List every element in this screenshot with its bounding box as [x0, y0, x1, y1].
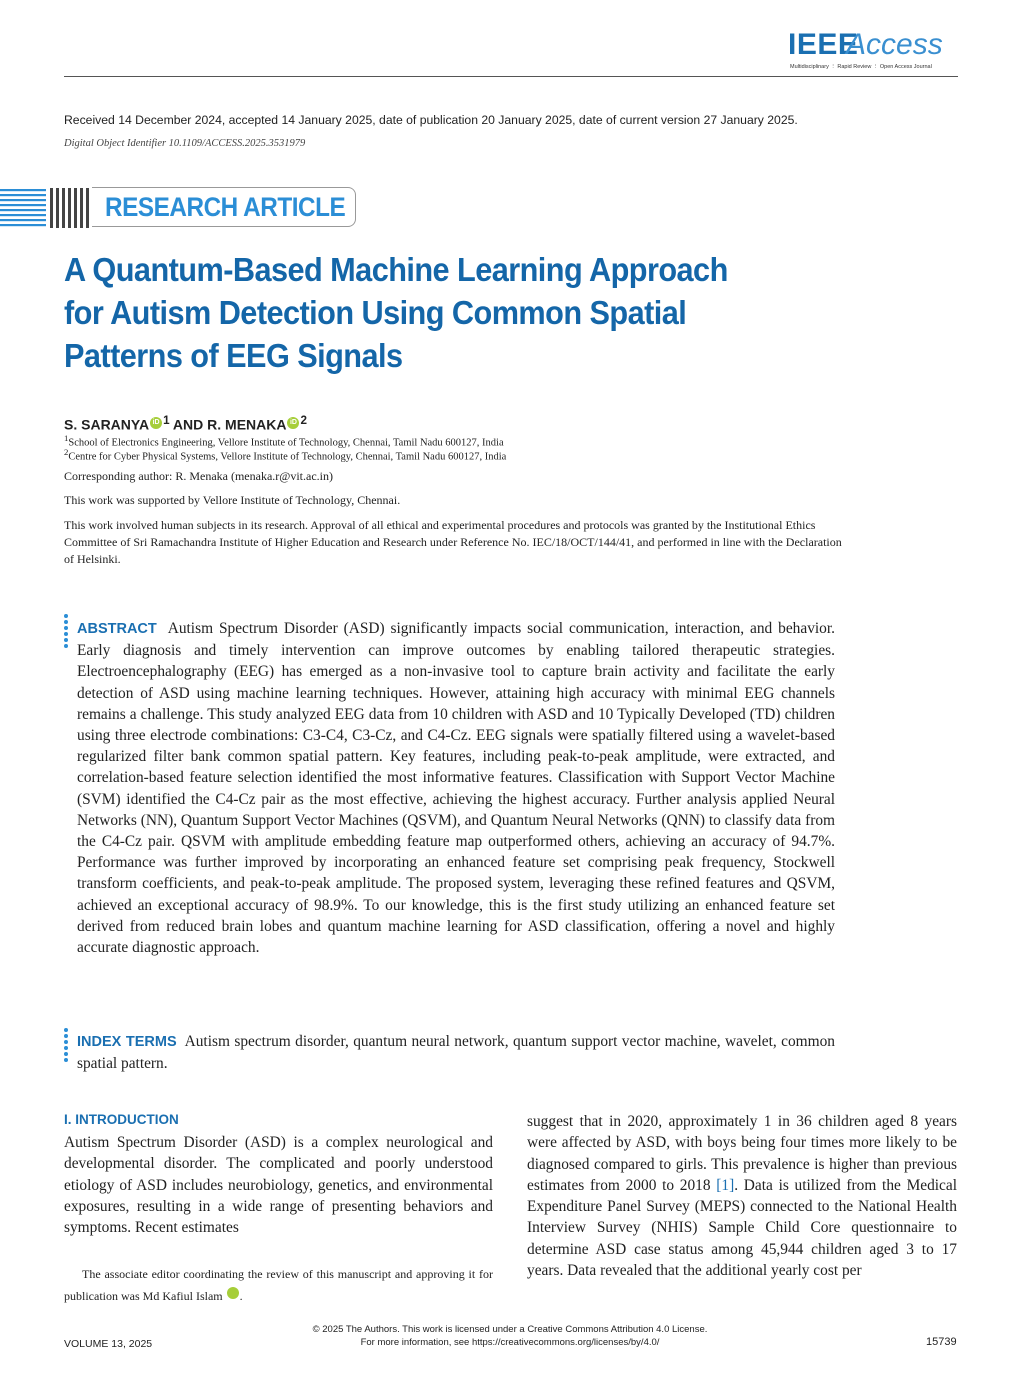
- paper-title: A Quantum-Based Machine Learning Approach for Autism Detection Using Common Spatial Patterns of EEG Signals: [64, 251, 728, 374]
- orcid-icon[interactable]: iD: [150, 417, 162, 429]
- abstract-label: ABSTRACT: [77, 621, 157, 637]
- funding-statement: This work was supported by Vellore Institute of Technology, Chennai.: [64, 493, 401, 507]
- intro-right-text-b: . Data is utilized from the Medical Expenditure Panel Survey (MEPS) connected to the National Health Interview Survey (NHIS) Sample Child Core questionnaire to determine ASD case status among 45,944 children aged 3 to 17 years. Data revealed that the additional yearly cost per: [527, 1176, 957, 1280]
- index-terms-dots-icon: [64, 1028, 70, 1064]
- section-heading-introduction: I. INTRODUCTION: [64, 1112, 179, 1127]
- author-1-affil-mark: 1: [163, 414, 170, 427]
- citation-link[interactable]: [1]: [716, 1176, 735, 1194]
- author-1-name: S. SARANYA: [64, 416, 150, 433]
- license-notice: [280, 1323, 740, 1349]
- access-logo-text: Access: [846, 28, 943, 61]
- index-terms-text: Autism spectrum disorder, quantum neural network, quantum support vector machine, wavelet, common spatial pattern.: [77, 1033, 835, 1073]
- logo-tagline: Multidisciplinary ⋮ Rapid Review ⋮ Open Access Journal: [790, 64, 932, 70]
- volume-label: VOLUME 13, 2025: [64, 1338, 153, 1350]
- page-number: 15739: [926, 1336, 957, 1348]
- affiliation-2-text: Centre for Cyber Physical Systems, Vellore Institute of Technology, Chennai, Tamil Nadu 600127, India: [68, 451, 507, 463]
- research-article-label: RESEARCH ARTICLE: [105, 192, 346, 222]
- license-line-1: © 2025 The Authors. This work is licensed under a Creative Commons Attribution 4.0 License.: [312, 1324, 708, 1335]
- license-line-2[interactable]: For more information, see https://creativecommons.org/licenses/by/4.0/: [360, 1337, 660, 1348]
- ieee-logo-text: IEEE: [788, 28, 859, 61]
- orcid-icon[interactable]: iD: [287, 417, 299, 429]
- footnote-end: .: [239, 1289, 243, 1303]
- author-2-affil-mark: 2: [300, 414, 307, 427]
- orcid-icon[interactable]: iD: [227, 1287, 239, 1299]
- abstract-block: [77, 618, 835, 958]
- abstract-dots-icon: [64, 614, 70, 650]
- affiliation-1-mark: 1: [64, 433, 69, 443]
- received-dates: Received 14 December 2024, accepted 14 January 2025, date of publication 20 January 2025, date of current version 27 January 2025.: [64, 113, 798, 127]
- author-2-name: AND R. MENAKA: [172, 416, 287, 433]
- index-terms-block: [77, 1031, 835, 1074]
- ethics-statement: This work involved human subjects in its research. Approval of all ethical and experimental procedures and protocols was granted by the Institutional Ethics Committee of Sri Ramachandra Institute of Higher Education and Research under Reference No. IEC/18/OCT/144/41, and performed in line with the Declaration of Helsinki.: [64, 518, 842, 566]
- intro-right-paragraph: [527, 1111, 957, 1281]
- abstract-text: Autism Spectrum Disorder (ASD) significantly impacts social communication, interaction, and behavior. Early diagnosis and timely intervention can improve outcomes by enabling tailored therapeutic strategies. Electroencephalography (EEG) has emerged as a non-invasive tool to capture brain activity and facilitate the early detection of ASD using machine learning techniques. However, attaining high accuracy with minimal EEG channels remains a challenge. This study analyzed EEG data from 10 children with ASD and 10 Typically Developed (TD) children using three electrode combinations: C3-C4, C3-Cz, and C4-Cz. EEG signals were spatially filtered using a wavelet-based regularized filter bank common spatial pattern. Key features, including peak-to-peak amplitude, were extracted, and correlation-based feature selection identified the most informative features. Classification with Support Vector Machine (SVM) identified the C4-Cz pair as the most effective, achieving the highest accuracy. Further analysis applied Neural Networks (NN), Quantum Support Vector Machines (QSVM), and Quantum Neural Networks (QNN) to classify data from the C4-Cz pair. QSVM with amplitude embedding feature map outperformed others, achieving an accuracy of 94.7%. Performance was further improved by incorporating an enhanced feature set comprising peak frequency, Stockwell transform coefficients, and peak-to-peak amplitude. The proposed system, leveraging these refined features and QSVM, achieved an exceptional accuracy of 98.9%. To our knowledge, this is the first study utilizing an enhanced feature set derived from reduced brain lobes and quantum machine learning for ASD classification, offering a novel and highly accurate diagnostic approach.: [77, 620, 835, 957]
- doi-line: Digital Object Identifier 10.1109/ACCESS.2025.3531979: [64, 138, 306, 149]
- header-divider: [64, 76, 958, 77]
- editor-footnote: [64, 1263, 493, 1307]
- index-terms-label: INDEX TERMS: [77, 1034, 177, 1050]
- intro-right-text-a: suggest that in 2020, approximately 1 in 36 children aged 8 years were affected by ASD, with boys being four times more likely to be diagnosed compared to girls. This prevalence is higher than previous estimates from 2000 to 2018: [527, 1113, 957, 1194]
- footnote-text: The associate editor coordinating the review of this manuscript and approving it for publication was Md Kafiul Islam: [64, 1267, 493, 1303]
- affiliation-2-mark: 2: [64, 447, 69, 457]
- banner-stripes-graphic: [0, 187, 92, 229]
- corresponding-author: Corresponding author: R. Menaka (menaka.r@vit.ac.in): [64, 469, 333, 483]
- intro-left-paragraph: Autism Spectrum Disorder (ASD) is a complex neurological and developmental disorder. The complicated and poorly understood etiology of ASD includes neurobiology, genetics, and environmental exposures, resulting in a wide range of presenting behaviors and symptoms. Recent estimates: [64, 1134, 493, 1237]
- affiliation-1-text: School of Electronics Engineering, Vellore Institute of Technology, Chennai, Tamil Nadu 600127, India: [68, 437, 504, 449]
- author-line: [64, 414, 307, 433]
- affiliation-2: [64, 447, 506, 463]
